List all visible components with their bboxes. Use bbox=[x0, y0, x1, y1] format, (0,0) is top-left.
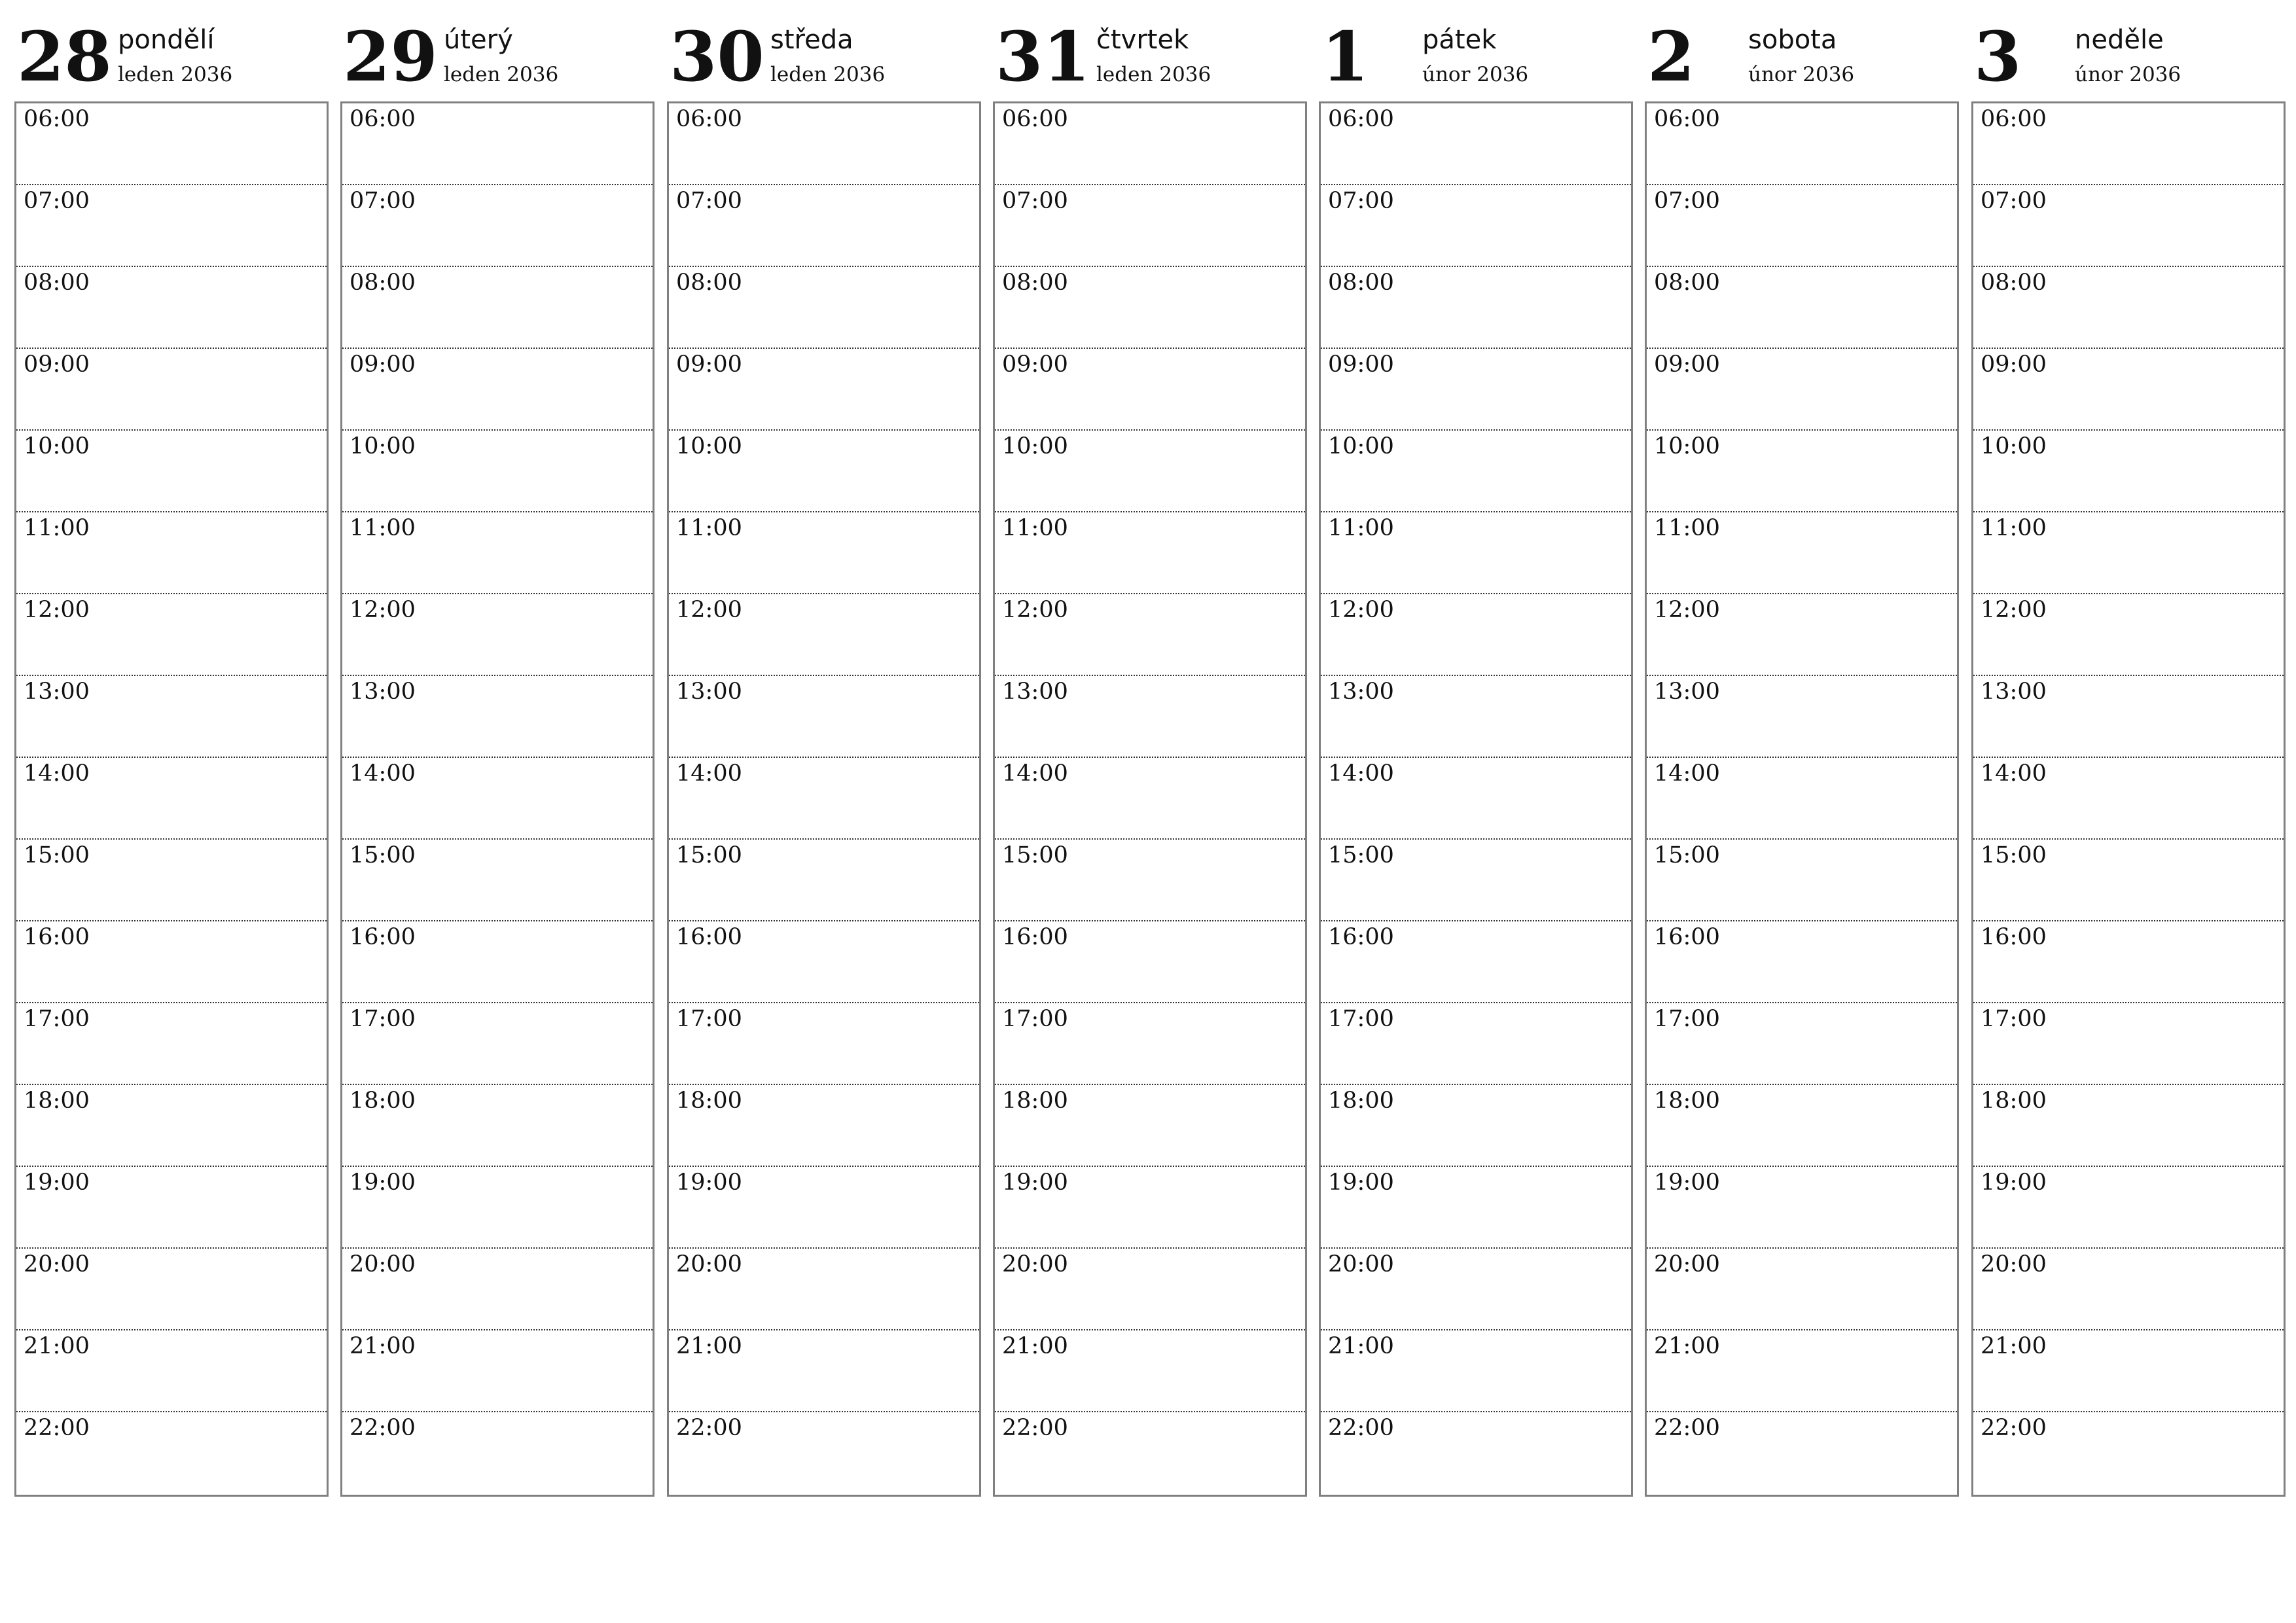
time-label: 12:00 bbox=[1981, 597, 2047, 623]
time-slot[interactable] bbox=[995, 512, 1305, 594]
time-slot[interactable] bbox=[669, 676, 979, 758]
time-slot[interactable] bbox=[342, 185, 653, 267]
time-slot[interactable] bbox=[16, 1412, 327, 1494]
time-slot[interactable] bbox=[1647, 431, 1957, 512]
time-label: 21:00 bbox=[350, 1333, 416, 1359]
time-slot[interactable] bbox=[342, 267, 653, 349]
time-slot[interactable] bbox=[995, 267, 1305, 349]
time-slot[interactable] bbox=[1321, 921, 1631, 1003]
time-slot[interactable] bbox=[342, 1085, 653, 1167]
time-slot[interactable] bbox=[995, 676, 1305, 758]
day-number: 3 bbox=[1974, 16, 2022, 97]
time-label: 07:00 bbox=[24, 188, 90, 214]
time-slot[interactable] bbox=[669, 840, 979, 921]
time-slot[interactable] bbox=[669, 1085, 979, 1167]
time-label: 19:00 bbox=[676, 1169, 742, 1196]
day-header bbox=[667, 0, 980, 98]
time-label: 13:00 bbox=[676, 679, 742, 705]
time-slot[interactable] bbox=[1647, 185, 1957, 267]
time-slot[interactable] bbox=[1647, 1249, 1957, 1330]
day-number: 28 bbox=[17, 16, 112, 97]
time-slot[interactable] bbox=[1321, 185, 1631, 267]
time-slot[interactable] bbox=[669, 431, 979, 512]
time-slot[interactable] bbox=[16, 512, 327, 594]
time-label: 19:00 bbox=[1654, 1169, 1720, 1196]
time-label: 14:00 bbox=[1328, 760, 1394, 787]
time-slot[interactable] bbox=[1647, 267, 1957, 349]
time-slot[interactable] bbox=[1321, 840, 1631, 921]
time-label: 16:00 bbox=[1981, 924, 2047, 950]
time-label: 06:00 bbox=[350, 106, 416, 132]
day-header bbox=[1319, 0, 1632, 98]
time-slot[interactable] bbox=[342, 758, 653, 840]
time-label: 11:00 bbox=[24, 515, 90, 541]
time-label: 15:00 bbox=[350, 842, 416, 868]
time-slot[interactable] bbox=[1647, 1167, 1957, 1249]
time-label: 07:00 bbox=[1981, 188, 2047, 214]
time-slot[interactable] bbox=[669, 185, 979, 267]
time-label: 12:00 bbox=[1328, 597, 1394, 623]
time-label: 17:00 bbox=[24, 1006, 90, 1032]
time-slot[interactable] bbox=[16, 921, 327, 1003]
time-label: 10:00 bbox=[1654, 433, 1720, 459]
time-label: 12:00 bbox=[350, 597, 416, 623]
time-slot[interactable] bbox=[669, 1330, 979, 1412]
time-label: 14:00 bbox=[1981, 760, 2047, 787]
time-slot[interactable] bbox=[669, 1003, 979, 1085]
time-label: 08:00 bbox=[1654, 270, 1720, 296]
time-label: 08:00 bbox=[350, 270, 416, 296]
time-slot[interactable] bbox=[16, 1167, 327, 1249]
time-slot[interactable] bbox=[342, 1249, 653, 1330]
time-slot[interactable] bbox=[1321, 1249, 1631, 1330]
time-slot[interactable] bbox=[16, 594, 327, 676]
time-label: 11:00 bbox=[676, 515, 742, 541]
time-slot[interactable] bbox=[1321, 103, 1631, 185]
time-slot[interactable] bbox=[1321, 1003, 1631, 1085]
time-slot[interactable] bbox=[1321, 1412, 1631, 1494]
time-slot[interactable] bbox=[669, 512, 979, 594]
day-schedule-box bbox=[340, 101, 655, 1497]
time-slot[interactable] bbox=[995, 103, 1305, 185]
day-name: úterý bbox=[444, 25, 513, 55]
day-header bbox=[14, 0, 327, 98]
time-slot[interactable] bbox=[1973, 349, 2284, 431]
time-slot[interactable] bbox=[669, 594, 979, 676]
time-label: 06:00 bbox=[1981, 106, 2047, 132]
time-label: 14:00 bbox=[1002, 760, 1068, 787]
time-slot[interactable] bbox=[995, 1249, 1305, 1330]
time-label: 18:00 bbox=[1002, 1088, 1068, 1114]
month-year: únor 2036 bbox=[1422, 63, 1529, 86]
time-slot[interactable] bbox=[342, 1412, 653, 1494]
day-number: 30 bbox=[670, 16, 764, 97]
time-label: 20:00 bbox=[676, 1251, 742, 1277]
day-name: čtvrtek bbox=[1096, 25, 1189, 55]
day-schedule-box bbox=[1971, 101, 2286, 1497]
time-label: 10:00 bbox=[676, 433, 742, 459]
time-label: 17:00 bbox=[1981, 1006, 2047, 1032]
day-number: 31 bbox=[996, 16, 1090, 97]
time-slot[interactable] bbox=[1973, 594, 2284, 676]
time-label: 13:00 bbox=[24, 679, 90, 705]
time-slot[interactable] bbox=[1973, 185, 2284, 267]
time-slot[interactable] bbox=[1647, 921, 1957, 1003]
time-slot[interactable] bbox=[1973, 676, 2284, 758]
time-slot[interactable] bbox=[16, 1249, 327, 1330]
time-slot[interactable] bbox=[1647, 840, 1957, 921]
time-slot[interactable] bbox=[995, 594, 1305, 676]
time-slot[interactable] bbox=[995, 1003, 1305, 1085]
time-label: 09:00 bbox=[1981, 351, 2047, 378]
time-label: 15:00 bbox=[676, 842, 742, 868]
time-slot[interactable] bbox=[16, 1003, 327, 1085]
day-number: 1 bbox=[1321, 16, 1369, 97]
time-slot[interactable] bbox=[16, 349, 327, 431]
time-label: 10:00 bbox=[1002, 433, 1068, 459]
time-slot[interactable] bbox=[995, 431, 1305, 512]
time-slot[interactable] bbox=[995, 349, 1305, 431]
time-slot[interactable] bbox=[1647, 349, 1957, 431]
time-slot[interactable] bbox=[342, 1003, 653, 1085]
time-slot[interactable] bbox=[995, 1412, 1305, 1494]
time-label: 09:00 bbox=[1002, 351, 1068, 378]
day-number: 29 bbox=[343, 16, 438, 97]
time-label: 09:00 bbox=[1328, 351, 1394, 378]
day-name: pátek bbox=[1422, 25, 1497, 55]
time-slot[interactable] bbox=[669, 1412, 979, 1494]
time-slot[interactable] bbox=[16, 431, 327, 512]
time-slot[interactable] bbox=[669, 267, 979, 349]
time-slot[interactable] bbox=[1647, 103, 1957, 185]
time-label: 09:00 bbox=[24, 351, 90, 378]
time-label: 06:00 bbox=[1654, 106, 1720, 132]
time-slot[interactable] bbox=[1321, 1085, 1631, 1167]
time-slot[interactable] bbox=[1321, 1167, 1631, 1249]
time-label: 21:00 bbox=[1002, 1333, 1068, 1359]
day-name: sobota bbox=[1748, 25, 1837, 55]
time-slot[interactable] bbox=[669, 349, 979, 431]
time-slot[interactable] bbox=[342, 676, 653, 758]
time-slot[interactable] bbox=[1321, 431, 1631, 512]
time-label: 18:00 bbox=[1654, 1088, 1720, 1114]
time-slot[interactable] bbox=[995, 185, 1305, 267]
time-label: 10:00 bbox=[1981, 433, 2047, 459]
day-schedule-box bbox=[667, 101, 981, 1497]
time-label: 21:00 bbox=[24, 1333, 90, 1359]
time-label: 06:00 bbox=[1328, 106, 1394, 132]
time-slot[interactable] bbox=[995, 840, 1305, 921]
time-label: 21:00 bbox=[1654, 1333, 1720, 1359]
time-label: 22:00 bbox=[1328, 1415, 1394, 1441]
time-label: 11:00 bbox=[1002, 515, 1068, 541]
time-label: 13:00 bbox=[350, 679, 416, 705]
time-label: 17:00 bbox=[1654, 1006, 1720, 1032]
time-label: 08:00 bbox=[1002, 270, 1068, 296]
time-slot[interactable] bbox=[1973, 758, 2284, 840]
month-year: únor 2036 bbox=[1748, 63, 1855, 86]
time-label: 12:00 bbox=[24, 597, 90, 623]
time-label: 22:00 bbox=[350, 1415, 416, 1441]
time-label: 22:00 bbox=[1002, 1415, 1068, 1441]
day-number: 2 bbox=[1647, 16, 1695, 97]
time-slot[interactable] bbox=[995, 1330, 1305, 1412]
time-slot[interactable] bbox=[995, 921, 1305, 1003]
time-label: 07:00 bbox=[676, 188, 742, 214]
day-schedule-box bbox=[1645, 101, 1959, 1497]
time-slot[interactable] bbox=[1321, 267, 1631, 349]
time-slot[interactable] bbox=[16, 676, 327, 758]
time-slot[interactable] bbox=[1973, 840, 2284, 921]
time-slot[interactable] bbox=[342, 349, 653, 431]
time-label: 08:00 bbox=[24, 270, 90, 296]
time-label: 10:00 bbox=[1328, 433, 1394, 459]
time-label: 16:00 bbox=[1002, 924, 1068, 950]
time-label: 06:00 bbox=[1002, 106, 1068, 132]
time-label: 20:00 bbox=[24, 1251, 90, 1277]
time-slot[interactable] bbox=[1321, 349, 1631, 431]
time-label: 14:00 bbox=[24, 760, 90, 787]
month-year: leden 2036 bbox=[1096, 63, 1211, 86]
time-label: 12:00 bbox=[1002, 597, 1068, 623]
time-label: 09:00 bbox=[350, 351, 416, 378]
month-year: leden 2036 bbox=[118, 63, 233, 86]
day-schedule-box bbox=[14, 101, 329, 1497]
time-label: 15:00 bbox=[1328, 842, 1394, 868]
time-label: 19:00 bbox=[350, 1169, 416, 1196]
time-slot[interactable] bbox=[342, 840, 653, 921]
time-slot[interactable] bbox=[1647, 1085, 1957, 1167]
time-slot[interactable] bbox=[16, 267, 327, 349]
time-label: 08:00 bbox=[1981, 270, 2047, 296]
time-label: 22:00 bbox=[24, 1415, 90, 1441]
time-slot[interactable] bbox=[1647, 1330, 1957, 1412]
time-label: 17:00 bbox=[350, 1006, 416, 1032]
time-slot[interactable] bbox=[1647, 676, 1957, 758]
day-header bbox=[340, 0, 653, 98]
time-slot[interactable] bbox=[1973, 1003, 2284, 1085]
time-label: 18:00 bbox=[350, 1088, 416, 1114]
time-label: 18:00 bbox=[1981, 1088, 2047, 1114]
time-label: 19:00 bbox=[1002, 1169, 1068, 1196]
time-label: 12:00 bbox=[1654, 597, 1720, 623]
time-label: 07:00 bbox=[1654, 188, 1720, 214]
time-slot[interactable] bbox=[1973, 1412, 2284, 1494]
month-year: leden 2036 bbox=[444, 63, 559, 86]
time-label: 19:00 bbox=[1328, 1169, 1394, 1196]
time-label: 17:00 bbox=[676, 1006, 742, 1032]
time-label: 15:00 bbox=[24, 842, 90, 868]
time-label: 15:00 bbox=[1981, 842, 2047, 868]
time-label: 07:00 bbox=[1328, 188, 1394, 214]
time-slot[interactable] bbox=[1973, 921, 2284, 1003]
time-label: 18:00 bbox=[676, 1088, 742, 1114]
time-slot[interactable] bbox=[16, 758, 327, 840]
time-label: 12:00 bbox=[676, 597, 742, 623]
time-slot[interactable] bbox=[342, 594, 653, 676]
time-label: 13:00 bbox=[1002, 679, 1068, 705]
time-slot[interactable] bbox=[1321, 594, 1631, 676]
time-label: 09:00 bbox=[1654, 351, 1720, 378]
time-label: 07:00 bbox=[350, 188, 416, 214]
time-slot[interactable] bbox=[16, 1330, 327, 1412]
time-label: 14:00 bbox=[350, 760, 416, 787]
time-label: 07:00 bbox=[1002, 188, 1068, 214]
time-label: 19:00 bbox=[1981, 1169, 2047, 1196]
day-schedule-box bbox=[1319, 101, 1633, 1497]
time-slot[interactable] bbox=[1321, 512, 1631, 594]
time-label: 22:00 bbox=[676, 1415, 742, 1441]
time-label: 16:00 bbox=[676, 924, 742, 950]
time-slot[interactable] bbox=[669, 1249, 979, 1330]
month-year: leden 2036 bbox=[770, 63, 886, 86]
time-label: 21:00 bbox=[676, 1333, 742, 1359]
time-slot[interactable] bbox=[995, 758, 1305, 840]
time-slot[interactable] bbox=[16, 840, 327, 921]
time-slot[interactable] bbox=[1973, 103, 2284, 185]
time-slot[interactable] bbox=[1321, 758, 1631, 840]
day-header bbox=[1645, 0, 1958, 98]
time-slot[interactable] bbox=[1973, 431, 2284, 512]
time-label: 10:00 bbox=[24, 433, 90, 459]
time-slot[interactable] bbox=[669, 103, 979, 185]
time-slot[interactable] bbox=[669, 921, 979, 1003]
time-slot[interactable] bbox=[1647, 1412, 1957, 1494]
time-label: 20:00 bbox=[1981, 1251, 2047, 1277]
time-label: 19:00 bbox=[24, 1169, 90, 1196]
time-label: 18:00 bbox=[1328, 1088, 1394, 1114]
time-slot[interactable] bbox=[1973, 1330, 2284, 1412]
day-header bbox=[1971, 0, 2284, 98]
time-label: 11:00 bbox=[1981, 515, 2047, 541]
time-label: 14:00 bbox=[1654, 760, 1720, 787]
time-slot[interactable] bbox=[342, 103, 653, 185]
time-label: 13:00 bbox=[1654, 679, 1720, 705]
time-slot[interactable] bbox=[342, 1330, 653, 1412]
time-label: 10:00 bbox=[350, 433, 416, 459]
time-label: 17:00 bbox=[1328, 1006, 1394, 1032]
time-label: 11:00 bbox=[1328, 515, 1394, 541]
time-label: 16:00 bbox=[350, 924, 416, 950]
time-label: 08:00 bbox=[1328, 270, 1394, 296]
time-label: 13:00 bbox=[1328, 679, 1394, 705]
time-slot[interactable] bbox=[995, 1167, 1305, 1249]
time-label: 21:00 bbox=[1328, 1333, 1394, 1359]
day-header bbox=[993, 0, 1306, 98]
time-label: 11:00 bbox=[1654, 515, 1720, 541]
time-slot[interactable] bbox=[995, 1085, 1305, 1167]
time-label: 16:00 bbox=[24, 924, 90, 950]
time-slot[interactable] bbox=[1973, 1085, 2284, 1167]
time-label: 22:00 bbox=[1981, 1415, 2047, 1441]
time-slot[interactable] bbox=[1647, 1003, 1957, 1085]
time-label: 16:00 bbox=[1654, 924, 1720, 950]
time-label: 15:00 bbox=[1002, 842, 1068, 868]
time-label: 17:00 bbox=[1002, 1006, 1068, 1032]
time-slot[interactable] bbox=[1321, 1330, 1631, 1412]
time-slot[interactable] bbox=[669, 1167, 979, 1249]
time-label: 20:00 bbox=[1654, 1251, 1720, 1277]
time-label: 16:00 bbox=[1328, 924, 1394, 950]
time-slot[interactable] bbox=[342, 512, 653, 594]
time-label: 21:00 bbox=[1981, 1333, 2047, 1359]
time-slot[interactable] bbox=[16, 185, 327, 267]
time-label: 18:00 bbox=[24, 1088, 90, 1114]
time-slot[interactable] bbox=[1973, 267, 2284, 349]
time-slot[interactable] bbox=[1973, 1249, 2284, 1330]
time-slot[interactable] bbox=[669, 758, 979, 840]
day-name: neděle bbox=[2075, 25, 2164, 55]
time-label: 08:00 bbox=[676, 270, 742, 296]
month-year: únor 2036 bbox=[2075, 63, 2181, 86]
time-label: 11:00 bbox=[350, 515, 416, 541]
time-label: 06:00 bbox=[676, 106, 742, 132]
time-slot[interactable] bbox=[342, 431, 653, 512]
time-slot[interactable] bbox=[16, 103, 327, 185]
time-slot[interactable] bbox=[16, 1085, 327, 1167]
time-slot[interactable] bbox=[342, 921, 653, 1003]
time-label: 22:00 bbox=[1654, 1415, 1720, 1441]
time-label: 14:00 bbox=[676, 760, 742, 787]
time-slot[interactable] bbox=[342, 1167, 653, 1249]
time-label: 09:00 bbox=[676, 351, 742, 378]
time-slot[interactable] bbox=[1973, 1167, 2284, 1249]
time-slot[interactable] bbox=[1647, 512, 1957, 594]
day-name: středa bbox=[770, 25, 853, 55]
day-schedule-box bbox=[993, 101, 1307, 1497]
time-slot[interactable] bbox=[1973, 512, 2284, 594]
day-name: pondělí bbox=[118, 25, 215, 55]
time-label: 20:00 bbox=[1002, 1251, 1068, 1277]
time-slot[interactable] bbox=[1647, 594, 1957, 676]
time-label: 20:00 bbox=[1328, 1251, 1394, 1277]
time-label: 20:00 bbox=[350, 1251, 416, 1277]
time-slot[interactable] bbox=[1321, 676, 1631, 758]
time-label: 15:00 bbox=[1654, 842, 1720, 868]
time-label: 13:00 bbox=[1981, 679, 2047, 705]
time-slot[interactable] bbox=[1647, 758, 1957, 840]
time-label: 06:00 bbox=[24, 106, 90, 132]
